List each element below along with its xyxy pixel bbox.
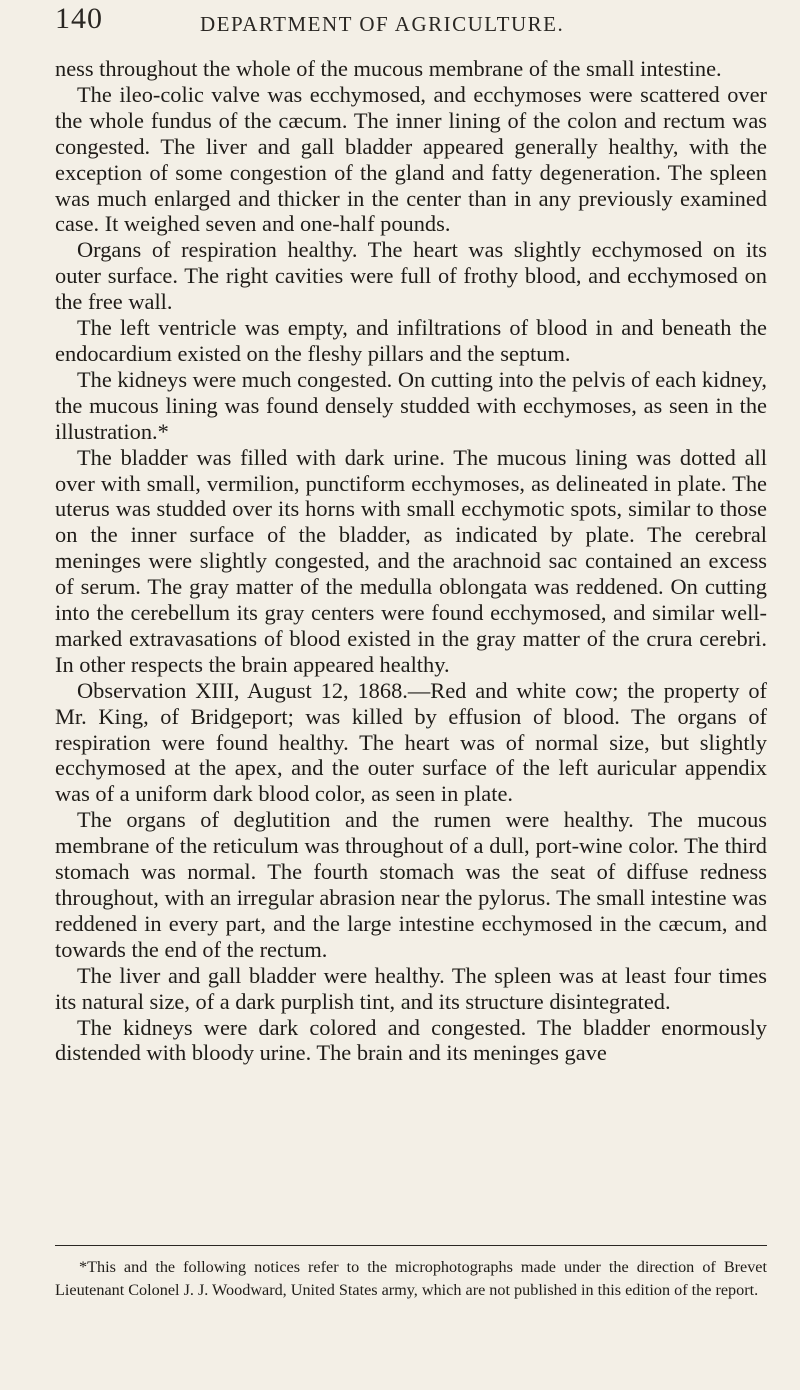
body-text: [55, 56, 767, 1066]
page-number: 140: [55, 2, 103, 35]
paragraph: The ileo-colic valve was ecchymosed, and ecchymoses were scattered over the whole fundus of the cæcum. The inner lining of the colon and rectum was congested. The liver and gall bladder appeared generally healthy, with the exception of some congestion of the gland and fatty degeneration. The spleen was much enlarged and thicker in the center than in any previously examined case. It weighed seven and one-half pounds.: [55, 81, 767, 237]
footnote: *This and the following notices refer to the microphotographs made under the direction of Brevet Lieutenant Colonel J. J. Woodward, United States army, which are not published in this edition of the report.: [55, 1258, 767, 1299]
running-head: DEPARTMENT OF AGRICULTURE.: [200, 12, 565, 36]
footnote-divider: [55, 1245, 767, 1246]
paragraph: The kidneys were much congested. On cutting into the pelvis of each kidney, the mucous lining was found densely studded with ecchymoses, as seen in the illustration.*: [55, 366, 767, 444]
paragraph: The liver and gall bladder were healthy. The spleen was at least four times its natural size, of a dark purplish tint, and its structure disintegrated.: [55, 962, 767, 1014]
paragraph: The bladder was filled with dark urine. The mucous lining was dotted all over with small, vermilion, punctiform ecchymoses, as delineated in plate. The uterus was studded over its horns with small ecchymotic spots, similar to those on the inner surface of the bladder, as indicated by plate. The cerebral meninges were slightly congested, and the arachnoid sac contained an excess of serum. The gray matter of the medulla oblongata was reddened. On cutting into the cerebellum its gray centers were found ecchymosed, and similar well-marked extravasations of blood existed in the gray matter of the crura cerebri. In other respects the brain appeared healthy.: [55, 444, 767, 677]
paragraph-observation: Observation XIII, August 12, 1868.—Red and white cow; the property of Mr. King, of Bridgeport; was killed by effusion of blood. The organs of respiration were found healthy. The heart was of normal size, but slightly ecchymosed at the apex, and the outer surface of the left auricular appendix was of a uniform dark blood color, as seen in plate.: [55, 677, 767, 807]
paragraph: Organs of respiration healthy. The heart was slightly ecchymosed on its outer surface. The right cavities were full of frothy blood, and ecchymosed on the free wall.: [55, 237, 767, 315]
page-header: [55, 0, 755, 44]
paragraph-continuation: ness throughout the whole of the mucous membrane of the small intestine.: [55, 56, 722, 81]
paragraph: The left ventricle was empty, and infiltrations of blood in and beneath the endocardium existed on the fleshy pillars and the septum.: [55, 315, 767, 366]
paragraph: The organs of deglutition and the rumen were healthy. The mucous membrane of the reticulum was throughout of a dull, port-wine color. The third stomach was normal. The fourth stomach was the seat of diffuse redness throughout, with an irregular abrasion near the pylorus. The small intestine was reddened in every part, and the large intestine ecchymosed in the cæcum, and towards the end of the rectum.: [55, 807, 767, 962]
paragraph: The kidneys were dark colored and congested. The bladder enormously distended with bloody urine. The brain and its meninges gave: [55, 1014, 767, 1066]
